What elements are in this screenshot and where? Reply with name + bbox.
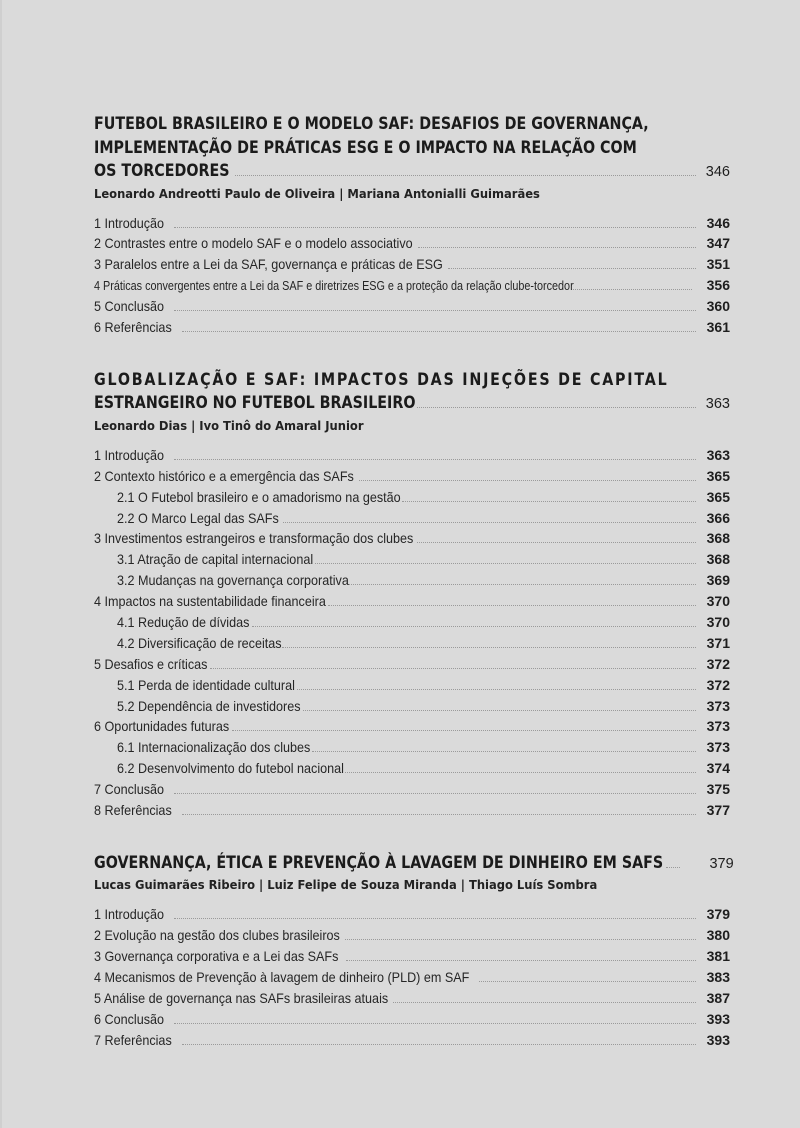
chapter-authors: Leonardo Andreotti Paulo de Oliveira | Mariana Antonialli Guimarães (94, 185, 540, 201)
dot-leader (235, 174, 696, 176)
dot-leader (174, 309, 696, 311)
chapter-page-number: 379 (709, 855, 734, 872)
entry-label: 3 Investimentos estrangeiros e transformação dos clubes (94, 530, 414, 547)
entry-label: 4.1 Redução de dívidas (117, 613, 250, 630)
entry-page-number: 387 (706, 989, 730, 1006)
toc-entry[interactable] (94, 802, 730, 823)
chapter-title-line: FUTEBOL BRASILEIRO E O MODELO SAF: DESAFIOS DE GOVERNANÇA, (94, 114, 649, 134)
entry-label: 1 Introdução (94, 906, 165, 923)
entry-label: 5.2 Dependência de investidores (117, 697, 301, 714)
entry-page-number: 380 (706, 927, 730, 944)
dot-leader (418, 246, 696, 248)
toc-entry[interactable] (94, 948, 730, 969)
entry-label: 3 Paralelos entre a Lei da SAF, governança e práticas de ESG (94, 256, 443, 273)
entry-page-number: 351 (706, 256, 730, 273)
chapter-1 (94, 113, 730, 340)
chapter-title[interactable] (94, 369, 730, 416)
dot-leader (282, 646, 696, 648)
entry-label: 2.1 O Futebol brasileiro e o amadorismo na gestão (117, 488, 401, 505)
entry-page-number: 365 (706, 488, 730, 505)
entry-page-number: 361 (706, 318, 730, 335)
page-edge (0, 0, 2, 1128)
dot-leader (232, 729, 696, 731)
dot-leader (182, 1043, 696, 1045)
entry-label: 3.1 Atração de capital internacional (117, 551, 314, 568)
entry-page-number: 368 (706, 551, 730, 568)
entry-page-number: 381 (706, 948, 730, 965)
entry-page-number: 379 (706, 906, 730, 923)
dot-leader (283, 521, 696, 523)
entry-page-number: 363 (706, 446, 730, 463)
toc-entry[interactable] (94, 256, 730, 277)
entry-label: 5 Análise de governança nas SAFs brasileiras atuais (94, 989, 389, 1006)
entry-page-number: 374 (706, 760, 730, 777)
dot-leader (182, 813, 696, 815)
toc-entry[interactable] (94, 215, 730, 236)
entry-label: 4 Impactos na sustentabilidade financeira (94, 593, 326, 610)
toc-entry[interactable] (94, 468, 730, 489)
dot-leader (315, 562, 696, 564)
toc-entry[interactable] (94, 319, 730, 340)
entry-page-number: 373 (706, 739, 730, 756)
entry-label: 1 Introdução (94, 214, 165, 231)
entry-label: 4.2 Diversificação de receitas (117, 634, 282, 651)
entry-label: 1 Introdução (94, 446, 165, 463)
entry-label: 6 Referências (94, 318, 172, 335)
chapter-authors: Leonardo Dias | Ivo Tinô do Amaral Junior (94, 417, 364, 433)
entry-page-number: 360 (706, 298, 730, 315)
entry-page-number: 373 (706, 718, 730, 735)
entry-page-number: 393 (706, 1010, 730, 1027)
entry-label: 7 Referências (94, 1031, 172, 1048)
entry-label: 4 Práticas convergentes entre a Lei da SAF e diretrizes ESG e a proteção da relação clube-torcedor (94, 278, 574, 294)
entry-page-number: 373 (706, 697, 730, 714)
entry-label: 2.2 O Marco Legal das SAFs (117, 509, 279, 526)
entry-page-number: 372 (706, 655, 730, 672)
toc-entry[interactable] (94, 718, 730, 739)
chapter-title-line: GLOBALIZAÇÃO E SAF: IMPACTOS DAS INJEÇÕES DE CAPITAL (94, 369, 669, 390)
dot-leader (210, 667, 696, 669)
chapter-authors: Lucas Guimarães Ribeiro | Luiz Felipe de Souza Miranda | Thiago Luís Sombra (94, 877, 598, 893)
toc-entry[interactable] (94, 781, 730, 802)
toc-subentry[interactable] (94, 489, 730, 510)
dot-leader (417, 541, 696, 543)
toc-entry[interactable] (94, 593, 730, 614)
dot-leader (417, 406, 696, 408)
entry-label: 2 Evolução na gestão dos clubes brasileiros (94, 927, 340, 944)
entry-label: 8 Referências (94, 801, 172, 818)
entry-label: 7 Conclusão (94, 781, 165, 798)
entry-label: 6.1 Internacionalização dos clubes (117, 739, 311, 756)
chapter-title-last-line (94, 852, 734, 876)
chapter-title-line: IMPLEMENTAÇÃO DE PRÁTICAS ESG E O IMPACTO NA RELAÇÃO COM (94, 137, 637, 158)
toc-entry[interactable] (94, 990, 730, 1011)
entry-label: 2 Contexto histórico e a emergência das SAFs (94, 467, 354, 484)
entry-page-number: 370 (706, 613, 730, 630)
entry-label: 3.2 Mudanças na governança corporativa (117, 572, 349, 589)
table-of-contents (94, 113, 734, 1083)
entry-page-number: 372 (706, 676, 730, 693)
entry-label: 2 Contrastes entre o modelo SAF e o modelo associativo (94, 235, 413, 252)
entry-page-number: 383 (706, 969, 730, 986)
chapter-entries (94, 447, 730, 823)
dot-leader (303, 709, 696, 711)
toc-subentry[interactable] (94, 739, 730, 760)
chapter-entries (94, 215, 730, 340)
dot-leader (345, 771, 696, 773)
entry-label: 6.2 Desenvolvimento do futebol nacional (117, 760, 344, 777)
toc-entry[interactable] (94, 530, 730, 551)
dot-leader (666, 866, 680, 868)
entry-page-number: 368 (706, 530, 730, 547)
entry-page-number: 370 (706, 593, 730, 610)
chapter-2 (94, 369, 730, 823)
dot-leader (297, 688, 696, 690)
entry-page-number: 347 (706, 235, 730, 252)
toc-entry[interactable] (94, 927, 730, 948)
entry-label: 5 Desafios e críticas (94, 655, 208, 672)
dot-leader (346, 959, 696, 961)
toc-subentry[interactable] (94, 677, 730, 698)
chapter-title-line: ESTRANGEIRO NO FUTEBOL BRASILEIRO (94, 393, 416, 414)
chapter-3 (94, 852, 734, 1053)
dot-leader (359, 479, 696, 481)
entry-page-number: 356 (706, 277, 730, 294)
entry-label: 6 Conclusão (94, 1010, 165, 1027)
dot-leader (174, 226, 696, 228)
chapter-entries (94, 906, 730, 1052)
toc-entry[interactable] (94, 298, 730, 319)
dot-leader (174, 458, 696, 460)
toc-subentry[interactable] (94, 551, 730, 572)
chapter-title[interactable] (94, 852, 734, 876)
dot-leader (182, 330, 696, 332)
toc-subentry[interactable] (94, 760, 730, 781)
dot-leader (312, 750, 696, 752)
dot-leader (345, 938, 696, 940)
toc-entry[interactable] (94, 235, 730, 256)
toc-subentry[interactable] (94, 614, 730, 635)
dot-leader (174, 1022, 696, 1024)
dot-leader (174, 917, 696, 919)
toc-entry[interactable] (94, 1011, 730, 1032)
dot-leader (448, 267, 696, 269)
toc-subentry[interactable] (94, 572, 730, 593)
dot-leader (349, 583, 696, 585)
toc-subentry[interactable] (94, 635, 730, 656)
entry-label: 4 Mecanismos de Prevenção à lavagem de dinheiro (PLD) em SAF (94, 969, 470, 986)
toc-entry[interactable] (94, 656, 730, 677)
chapter-title-line: OS TORCEDORES (94, 161, 230, 181)
entry-page-number: 366 (706, 509, 730, 526)
toc-entry[interactable] (94, 906, 730, 927)
entry-page-number: 377 (706, 801, 730, 818)
toc-entry[interactable] (94, 447, 730, 468)
entry-label: 6 Oportunidades futuras (94, 718, 230, 735)
dot-leader (571, 288, 692, 290)
toc-subentry[interactable] (94, 698, 730, 719)
dot-leader (393, 1001, 696, 1003)
chapter-title-last-line (94, 392, 730, 416)
entry-label: 3 Governança corporativa e a Lei das SAFs (94, 948, 339, 965)
chapter-title-line: GOVERNANÇA, ÉTICA E PREVENÇÃO À LAVAGEM DE DINHEIRO EM SAFS (94, 852, 664, 873)
entry-page-number: 369 (706, 572, 730, 589)
toc-entry[interactable] (94, 277, 730, 298)
dot-leader (174, 792, 696, 794)
toc-entry[interactable] (94, 969, 730, 990)
entry-label: 5.1 Perda de identidade cultural (117, 676, 295, 693)
toc-subentry[interactable] (94, 510, 730, 531)
entry-page-number: 365 (706, 467, 730, 484)
chapter-page-number: 363 (705, 396, 730, 413)
entry-label: 5 Conclusão (94, 298, 165, 315)
chapter-title[interactable] (94, 113, 730, 184)
entry-page-number: 371 (706, 634, 730, 651)
dot-leader (252, 625, 696, 627)
dot-leader (328, 604, 696, 606)
dot-leader (479, 980, 696, 982)
entry-page-number: 393 (706, 1031, 730, 1048)
dot-leader (402, 500, 696, 502)
chapter-page-number: 346 (705, 164, 730, 180)
entry-page-number: 375 (706, 781, 730, 798)
toc-entry[interactable] (94, 1032, 730, 1053)
entry-page-number: 346 (706, 214, 730, 231)
chapter-title-last-line (94, 160, 730, 184)
